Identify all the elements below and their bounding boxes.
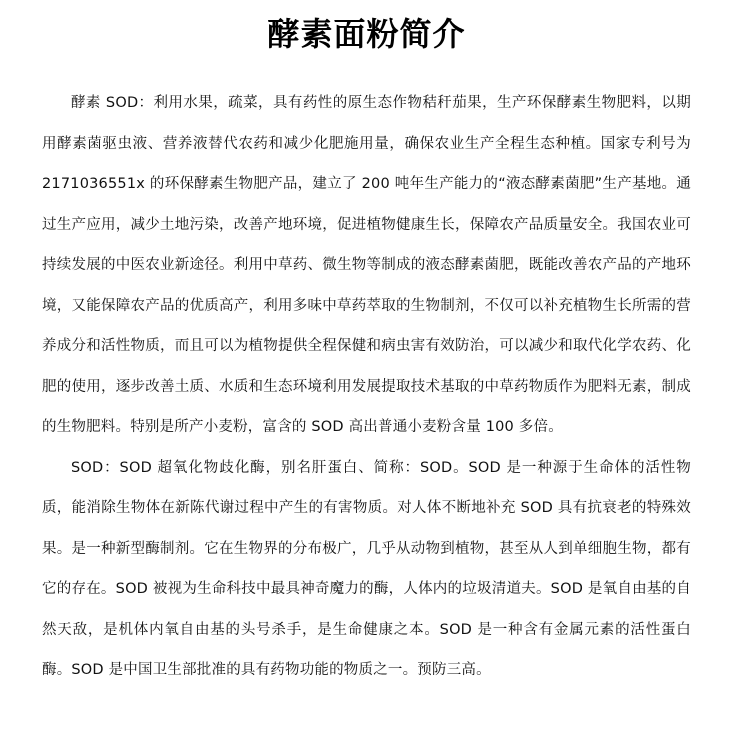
document-body	[42, 83, 691, 691]
paragraph-sod-definition: SOD：SOD 超氧化物歧化酶，别名肝蛋白、简称：SOD。SOD 是一种源于生命体的活性物质，能消除生物体在新陈代谢过程中产生的有害物质。对人体不断地补充 SOD 具有抗衰老的特殊效果。是一种新型酶制剂。它在生物界的分布极广，几乎从动物到植物，甚至从人到单细胞生物，都有它的存在。SOD 被视为生命科技中最具神奇魔力的酶，人体内的垃圾清道夫。SOD 是氧自由基的自然天敌，是机体内氧自由基的头号杀手，是生命健康之本。SOD 是一种含有金属元素的活性蛋白酶。SOD 是中国卫生部批准的具有药物功能的物质之一。预防三高。	[42, 459, 691, 678]
paragraph-enzyme-sod: 酵素 SOD：利用水果，疏菜，具有药性的原生态作物秸秆茄果，生产环保酵素生物肥料，以期用酵素菌驱虫液、营养液替代农药和减少化肥施用量，确保农业生产全程生态种植。国家专利号为 2171036551x 的环保酵素生物肥产品，建立了 200 吨年生产能力的“液态酵素菌肥”生产基地。通过生产应用，减少土地污染，改善产地环境，促进植物健康生长，保障农产品质量安全。我国农业可持续发展的中医农业新途径。利用中草药、微生物等制成的液态酵素菌肥，既能改善农产品的产地环境，又能保障农产品的优质高产，利用多味中草药萃取的生物制剂，不仅可以补充植物生长所需的营养成分和活性物质，而且可以为植物提供全程保健和病虫害有效防治，可以减少和取代化学农药、化肥的使用，逐步改善土质、水质和生态环境利用发展提取技术基取的中草药物质作为肥料无素，制成的生物肥料。特别是所产小麦粉，富含的 SOD 高出普通小麦粉含量 100 多倍。	[42, 95, 691, 435]
document-title: 酵素面粉简介	[267, 15, 466, 53]
